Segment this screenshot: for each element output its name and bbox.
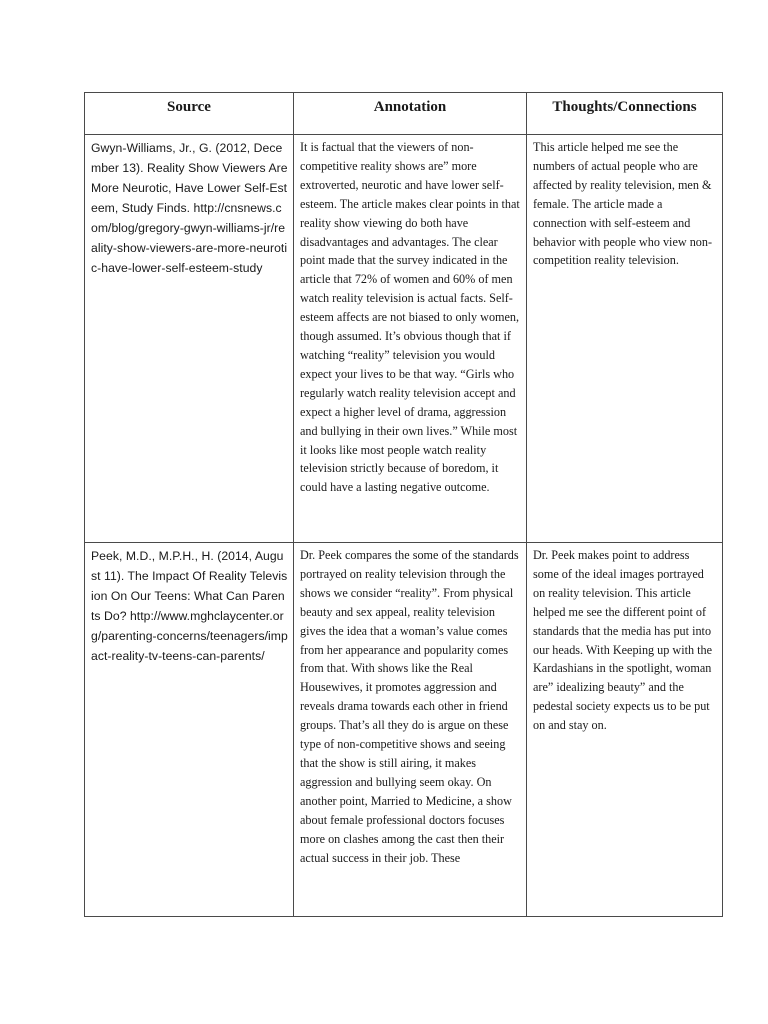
thoughts-text: Dr. Peek makes point to address some of the ideal images portrayed on reality television. This article helped me see the different point of standards that the media has put into our heads. With Keeping up with the Kardashians in the spotlight, woman are” idealizing beauty” and the pedestal society expects us to be put on and stay on. (533, 548, 713, 733)
table-row (85, 135, 723, 543)
thoughts-cell (527, 135, 723, 543)
source-citation: Gwyn-Williams, Jr., G. (2012, December 13). Reality Show Viewers Are More Neurotic, Have Lower Self-Esteem, Study Finds. http://cnsnews.com/blog/gregory-gwyn-williams-jr/reality-show-viewers-are-more-neurotic-have-lower-self-esteem-study (91, 141, 288, 275)
header-thoughts: Thoughts/Connections (527, 93, 723, 135)
annotation-cell (294, 543, 527, 917)
source-citation: Peek, M.D., M.P.H., H. (2014, August 11). The Impact Of Reality Television On Our Teens: What Can Parents Do? http://www.mghclaycenter.org/parenting-concerns/teenagers/impact-reality-tv-teens-can-parents/ (91, 549, 288, 663)
header-annotation: Annotation (294, 93, 527, 135)
annotated-bibliography-table (84, 92, 723, 917)
annotation-cell (294, 135, 527, 543)
header-source: Source (85, 93, 294, 135)
source-cell (85, 543, 294, 917)
thoughts-text: This article helped me see the numbers of actual people who are affected by reality television, men & female. The article made a connection with self-esteem and behavior with people who view non-competition reality television. (533, 140, 713, 268)
table-row (85, 543, 723, 917)
thoughts-cell (527, 543, 723, 917)
source-cell (85, 135, 294, 543)
header-row (85, 93, 723, 135)
annotation-text: Dr. Peek compares the some of the standards portrayed on reality television through the shows we consider “reality”. From physical beauty and sex appeal, reality television gives the idea that a woman’s value comes from her appearance and popularity comes from that. With shows like the Real Housewives, it promotes aggression and reveals drama towards each other in friend groups. That’s all they do is argue on these type of non-competitive shows and seeing that the show is still airing, it makes aggression and bullying seem okay. On another point, Married to Medicine, a show about female professional doctors focuses more on clashes among the cast then their actual success in their job. These (300, 548, 519, 865)
annotation-text: It is factual that the viewers of non-competitive reality shows are” more extroverted, neurotic and have lower self-esteem. The article makes clear points in that reality show viewing do both have disadvantages and advantages. The clear point made that the survey indicated in the article that 72% of women and 60% of men watch reality television is actual facts. Self-esteem affects are not biased to only women, though assumed. It’s obvious though that if watching “reality” television you would expect your lives to be that way. “Girls who regularly watch reality television accept and expect a higher level of drama, aggression and bullying in their own lives.” While most it looks like most people watch reality television strictly because of boredom, it could have a lasting negative outcome. (300, 140, 520, 495)
